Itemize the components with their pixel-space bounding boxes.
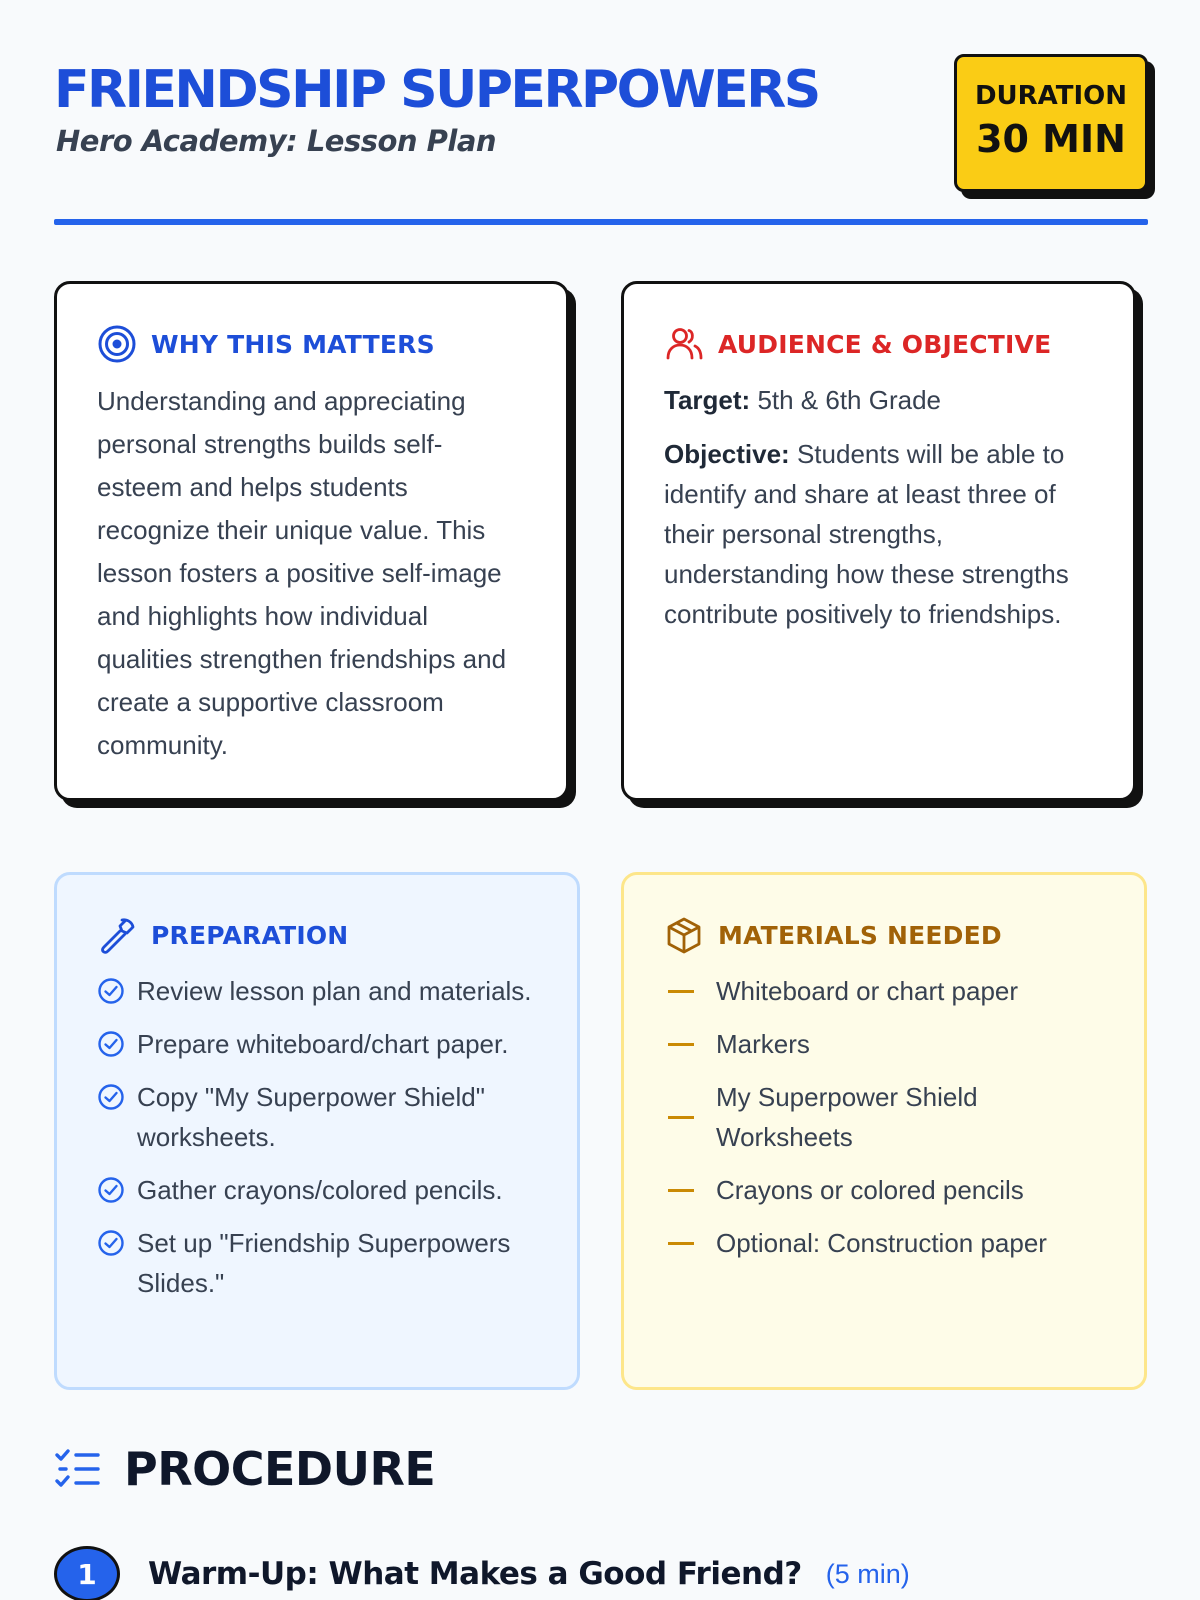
wrench-icon: [97, 915, 137, 955]
materials-card-title: MATERIALS NEEDED: [718, 920, 1002, 950]
list-item: [664, 1024, 1104, 1064]
preparation-item-text: Review lesson plan and materials.: [137, 976, 532, 1006]
materials-card: [621, 872, 1147, 1390]
list-item: [664, 1077, 1104, 1157]
procedure-header: [54, 1442, 435, 1496]
list-item: [97, 1024, 537, 1064]
material-item-text: Markers: [716, 1029, 810, 1059]
check-circle-icon: [97, 977, 125, 1005]
lesson-plan-page: [54, 0, 1148, 1600]
users-icon: [664, 324, 704, 364]
materials-card-header: [664, 913, 1104, 957]
materials-list: [664, 971, 1104, 1263]
checklist-icon: [54, 1445, 102, 1493]
why-card-header: [97, 322, 526, 366]
page-title: FRIENDSHIP SUPERPOWERS: [54, 60, 819, 120]
page-subtitle: Hero Academy: Lesson Plan: [56, 124, 497, 158]
procedure-step: [54, 1546, 910, 1600]
preparation-card-title: PREPARATION: [151, 920, 349, 950]
audience-card-header: [664, 322, 1093, 366]
preparation-item-text: Gather crayons/colored pencils.: [137, 1175, 503, 1205]
objective-label: Objective:: [664, 439, 790, 469]
check-circle-icon: [97, 1083, 125, 1111]
preparation-list: [97, 971, 537, 1303]
objective-value: Students will be able to identify and share at least three of their personal strengths, understanding how these strengths contribute positively to friendships.: [664, 439, 1069, 629]
list-item: [664, 971, 1104, 1011]
preparation-card-header: [97, 913, 537, 957]
why-card-title: WHY THIS MATTERS: [151, 329, 435, 359]
list-item: [664, 1170, 1104, 1210]
list-item: [97, 1223, 537, 1303]
audience-card-title: AUDIENCE & OBJECTIVE: [718, 329, 1052, 359]
material-item-text: Whiteboard or chart paper: [716, 976, 1019, 1006]
material-item-text: Optional: Construction paper: [716, 1228, 1047, 1258]
list-item: [97, 971, 537, 1011]
header: [54, 54, 1148, 204]
dash-bullet: [668, 1189, 694, 1192]
check-circle-icon: [97, 1030, 125, 1058]
step-duration: (5 min): [825, 1558, 910, 1589]
dash-bullet: [668, 990, 694, 993]
duration-label: DURATION: [974, 81, 1128, 111]
list-item: [97, 1077, 537, 1157]
material-item-text: Crayons or colored pencils: [716, 1175, 1024, 1205]
list-item: [664, 1223, 1104, 1263]
audience-card: [621, 281, 1136, 801]
material-item-text: My Superpower Shield Worksheets: [716, 1082, 978, 1152]
target-label: Target:: [664, 385, 751, 415]
dash-bullet: [668, 1116, 694, 1119]
step-title: Warm-Up: What Makes a Good Friend?: [148, 1556, 802, 1592]
target-icon: [97, 324, 137, 364]
duration-badge: [954, 54, 1148, 192]
duration-value: 30 MIN: [976, 117, 1126, 161]
header-divider: [54, 219, 1148, 225]
preparation-item-text: Prepare whiteboard/chart paper.: [137, 1029, 509, 1059]
check-circle-icon: [97, 1176, 125, 1204]
preparation-card: [54, 872, 580, 1390]
list-item: [97, 1170, 537, 1210]
preparation-item-text: Set up "Friendship Superpowers Slides.": [137, 1228, 511, 1298]
step-number-badge: 1: [54, 1546, 120, 1600]
why-card: [54, 281, 569, 801]
preparation-item-text: Copy "My Superpower Shield" worksheets.: [137, 1082, 485, 1152]
audience-objective: [664, 434, 1093, 634]
procedure-title: PROCEDURE: [124, 1442, 436, 1496]
dash-bullet: [668, 1242, 694, 1245]
why-card-body: Understanding and appreciating personal strengths builds self-esteem and helps students recognize their unique value. This lesson fosters a positive self-image and highlights how individual qualities strengthen friendships and create a supportive classroom community.: [97, 386, 507, 760]
audience-target: [664, 380, 1093, 420]
check-circle-icon: [97, 1229, 125, 1257]
dash-bullet: [668, 1043, 694, 1046]
box-icon: [664, 915, 704, 955]
target-value: 5th & 6th Grade: [757, 385, 941, 415]
